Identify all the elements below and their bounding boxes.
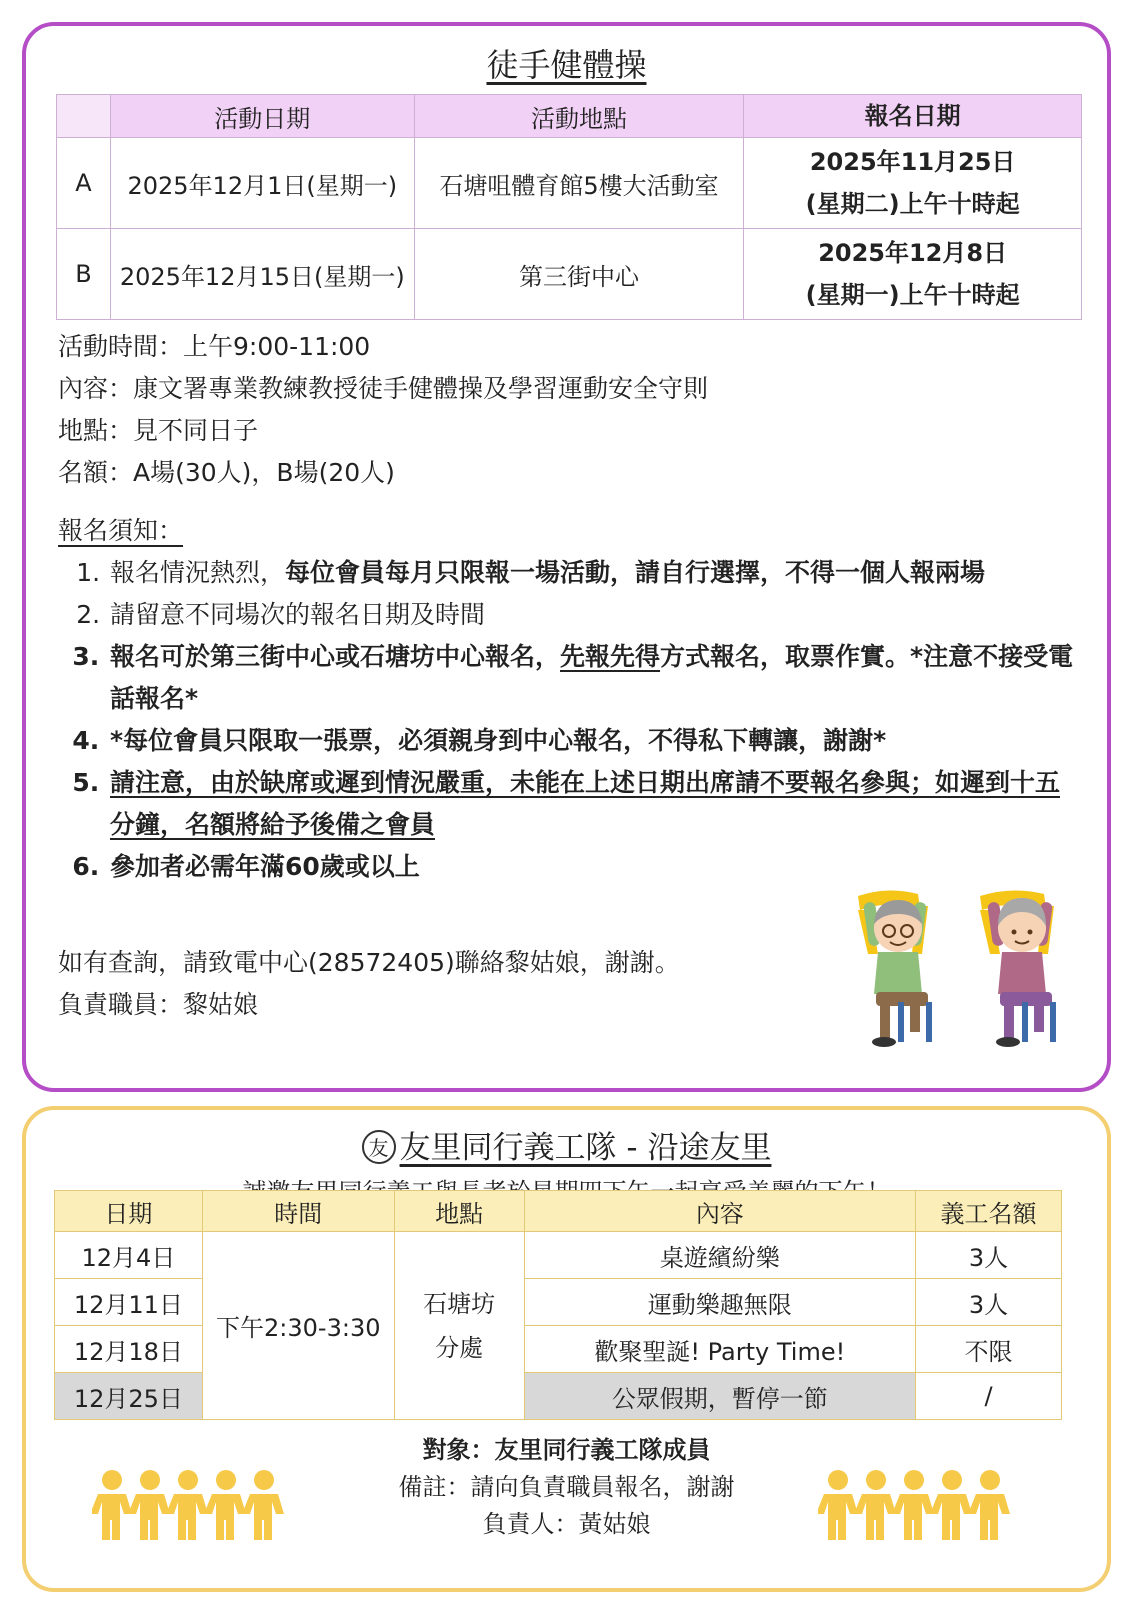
header-time: 時間	[202, 1191, 394, 1232]
table-header-row	[55, 1191, 1062, 1232]
target-line: 對象：友里同行義工隊成員	[422, 1436, 711, 1464]
venue-line1: 石塘坊	[423, 1289, 496, 1318]
rule-text: 報名情況熱烈，	[110, 558, 286, 587]
registration-date-line2: (星期二)上午十時起	[805, 190, 1020, 218]
header-date: 日期	[55, 1191, 203, 1232]
row-quota: /	[916, 1373, 1062, 1420]
table-row	[57, 229, 1082, 320]
people-group-icon	[818, 1470, 1018, 1542]
activity-time: 活動時間：上午9:00-11:00	[58, 332, 371, 361]
row-content: 歡聚聖誕! Party Time!	[524, 1326, 916, 1373]
session-date: 2025年12月1日(星期一)	[110, 138, 414, 229]
session-venue: 第三街中心	[414, 229, 744, 320]
registration-date-line1: 2025年12月8日	[818, 239, 1008, 267]
panel-title-text: 友里同行義工隊 - 沿途友里	[399, 1130, 772, 1166]
registration-date	[744, 229, 1082, 320]
session-label: B	[57, 229, 111, 320]
row-content: 公眾假期，暫停一節	[524, 1373, 916, 1420]
volunteer-panel	[22, 1106, 1111, 1592]
row-content: 運動樂趣無限	[524, 1279, 916, 1326]
session-venue: 石塘咀體育館5樓大活動室	[414, 138, 744, 229]
venue-line2: 分處	[435, 1333, 484, 1362]
rule-item: 6. 參加者必需年滿60歲或以上	[108, 846, 1078, 888]
table-row	[57, 138, 1082, 229]
staff-line: 負責職員：黎姑娘	[58, 990, 259, 1019]
session-date: 2025年12月15日(星期一)	[110, 229, 414, 320]
remark-line: 備註：請向負責職員報名，謝謝	[398, 1473, 735, 1501]
header-quota: 義工名額	[916, 1191, 1062, 1232]
registration-date-line1: 2025年11月25日	[809, 148, 1016, 176]
volunteer-table	[54, 1190, 1062, 1420]
shared-time: 下午2:30-3:30	[202, 1232, 394, 1420]
rule-item: 2. 請留意不同場次的報名日期及時間	[108, 594, 1078, 636]
row-date: 12月4日	[55, 1232, 203, 1279]
registration-date-line2: (星期一)上午十時起	[805, 281, 1020, 309]
header-venue: 活動地點	[414, 95, 744, 138]
shared-venue	[394, 1232, 524, 1420]
header-venue: 地點	[394, 1191, 524, 1232]
activity-content: 內容：康文署專業教練教授徒手健體操及學習運動安全守則	[58, 374, 709, 403]
table-header-row	[57, 95, 1082, 138]
row-date: 12月25日	[55, 1373, 203, 1420]
rule-item	[108, 552, 1078, 594]
person-line: 負責人：黃姑娘	[482, 1510, 651, 1538]
table-row	[55, 1232, 1062, 1279]
session-table	[56, 94, 1082, 320]
row-date: 12月18日	[55, 1326, 203, 1373]
header-date: 活動日期	[110, 95, 414, 138]
rule-text-bold: 方式報名，取票作實。*注意不接受電話報名*	[110, 642, 1074, 713]
activity-info	[58, 326, 708, 494]
rule-text-bold: 報名可於第三街中心或石塘坊中心報名，	[110, 642, 561, 671]
panel-title: 徒手健體操	[486, 46, 647, 84]
row-quota: 3人	[916, 1279, 1062, 1326]
row-quota: 3人	[916, 1232, 1062, 1279]
activity-location: 地點：見不同日子	[58, 416, 259, 445]
elderly-woman-icon	[980, 890, 1056, 1047]
panel-title	[26, 1122, 1107, 1167]
rule-text-underlined: 先報先得	[560, 642, 661, 671]
enquiry-line: 如有查詢，請致電中心(28572405)聯絡黎姑娘，謝謝。	[58, 948, 680, 977]
rules-list	[58, 552, 1078, 888]
notice-heading: 報名須知：	[58, 516, 184, 545]
contact-info	[58, 942, 680, 1026]
rule-item	[108, 636, 1078, 720]
rule-item	[108, 762, 1078, 846]
session-label: A	[57, 138, 111, 229]
rule-text-bold: 每位會員每月只限報一場活動，請自行選擇，不得一個人報兩場	[285, 558, 986, 587]
elderly-man-icon	[858, 890, 932, 1047]
row-date: 12月11日	[55, 1279, 203, 1326]
people-group-icon	[92, 1470, 292, 1542]
header-content: 內容	[524, 1191, 916, 1232]
activity-quota: 名額：A場(30人)，B場(20人)	[58, 458, 395, 487]
exercise-class-panel	[22, 22, 1111, 1092]
row-quota: 不限	[916, 1326, 1062, 1373]
rule-text-underlined: 請注意，由於缺席或遲到情況嚴重，未能在上述日期出席請不要報名參與；如遲到十五分鐘，名額將給予後備之會員	[110, 768, 1061, 839]
header-registration: 報名日期	[744, 95, 1082, 138]
header-blank	[57, 95, 111, 138]
rule-item: 4. *每位會員只限取一張票，必須親身到中心報名，不得私下轉讓，謝謝*	[108, 720, 1078, 762]
friend-badge-icon: 友	[362, 1130, 396, 1164]
registration-date	[744, 138, 1082, 229]
elderly-exercise-illustration	[848, 884, 1084, 1050]
row-content: 桌遊繽紛樂	[524, 1232, 916, 1279]
